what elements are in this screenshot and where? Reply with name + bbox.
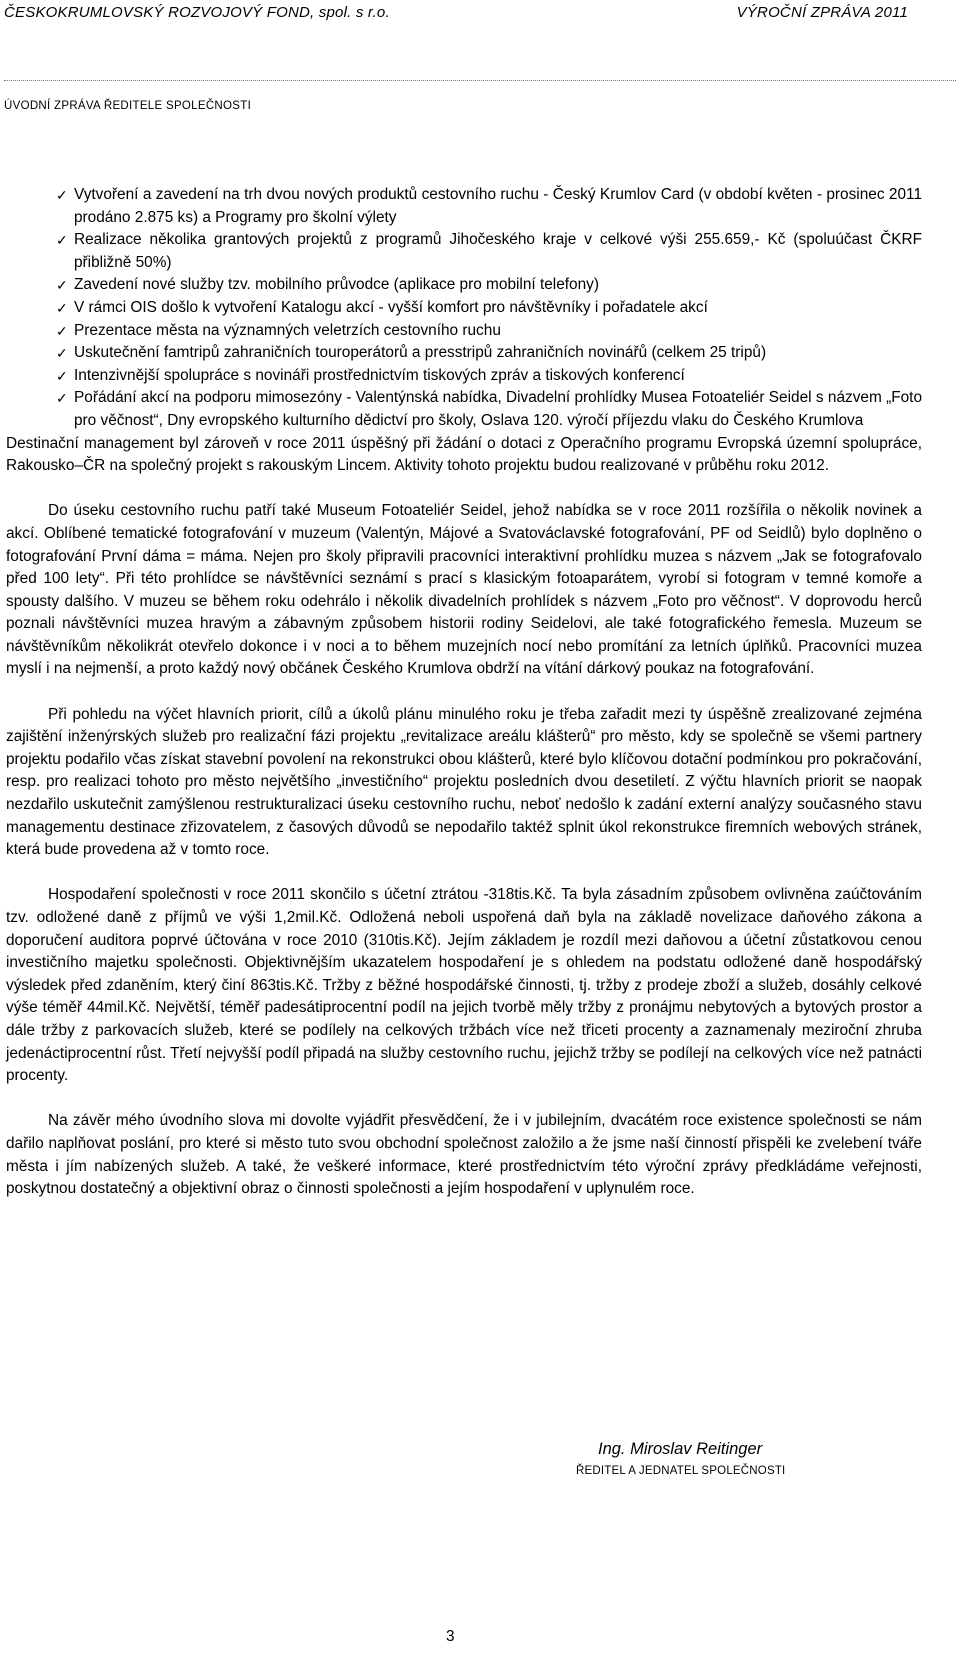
- header-company: ČESKOKRUMLOVSKÝ ROZVOJOVÝ FOND, spol. s r.o.: [4, 4, 390, 21]
- paragraph-museum: Do úseku cestovního ruchu patří také Museum Fotoateliér Seidel, jehož nabídka se v roce 2011 rozšířila o několik novinek a akcí. Oblíbené tematické fotografování v muzeum (Valentýn, Májové a Svatováclavské fotografování, PF od Seidlů) bylo doplněno o fotografování První dáma = máma. Nejen pro školy připravili pracovníci interaktivní prohlídku muzea s názvem „Jak se fotografovalo před 100 lety“. Při této prohlídce se návštěvníci seznámí s prací s klasickým fotoaparátem, vyrobí si fotogram v temné komoře a spousty dalšího. V muzeu se během roku odehrálo i několik divadelních prohlídek s názvem „Foto pro věčnost“. V doprovodu herců poznali návštěvníci muzea hravým a zábavným způsobem historii rodiny Seidelovi, ale také fotografického řemesla. Muzeum se návštěvníkům několikrát otevřelo dokonce i v noci a to během muzejních nocí nebo promítání za letních úplňků. Pracovníci muzea myslí i na nejmenší, a proto každý nový občánek Českého Krumlova obdrží na vítání dárkový poukaz na fotografování.: [6, 502, 922, 678]
- checkmark-icon: ✓: [56, 299, 68, 316]
- list-item: [6, 229, 922, 274]
- list-item-text: Realizace několika grantových projektů z programů Jihočeského kraje v celkové výši 255.659,- Kč (spoluúčast ČKRF přibližně 50%): [74, 231, 922, 271]
- checkmark-icon: ✓: [56, 277, 68, 294]
- paragraph-economy: Hospodaření společnosti v roce 2011 skončilo s účetní ztrátou -318tis.Kč. Ta byla zásadním způsobem ovlivněna zaúčtováním tzv. odložené daně z příjmů ve výši 1,2mil.Kč. Odložená neboli uspořená daň byla na základě novelizace daňového zákona a doporučení auditora poprvé účtována v roce 2010 (310tis.Kč). Jejím základem je rozdíl mezi daňovou a účetní zůstatkovou cenou investičního majetku společnosti. Objektivnějším ukazatelem hospodaření je s ohledem na podstatu odložené daně hospodářský výsledek před zdaněním, který činí 863tis.Kč. Tržby z běžné hospodářské činnosti, tj. tržby z prodeje zboží a služeb, dosáhly celkové výše téměř 44mil.Kč. Největší, téměř padesátiprocentní podíl na jejich tvorbě měly tržby z pronájmu nebytových a bytových prostor a dále tržby z parkovacích služeb, které se podílely na celkových tržbách více než třiceti procenty a zaznamenaly meziroční zhruba jedenáctiprocentní růst. Třetí nejvyšší podíl připadá na služby cestovního ruchu, jejichž tržby se podílejí na celkových více než patnácti procenty.: [6, 886, 922, 1085]
- list-item-text: Zavedení nové služby tzv. mobilního průvodce (aplikace pro mobilní telefony): [74, 276, 599, 294]
- page-number: 3: [446, 1628, 455, 1645]
- checkmark-icon: ✓: [56, 187, 68, 203]
- paragraph-priorities: Při pohledu na výčet hlavních priorit, cílů a úkolů plánu minulého roku je třeba zařadit mezi ty úspěšně zrealizované zejména zajištění inženýrských služeb pro realizační fázi projektu „revitalizace areálu klášterů“ pro město, kdy se společně se všemi partnery projektu podařilo včas získat stavební povolení na rekonstrukci obou klášterů, které bylo klíčovou dotační podmínkou pro pokračování, resp. pro realizaci tohoto pro město největšího „investičního“ projektu posledních dvou desetiletí. Z výčtu hlavních priorit se naopak nezdařilo uskutečnit zamýšlenou restrukturalizaci úseku cestovního ruchu, neboť nedošlo k zadání externí analýzy současného stavu managementu destinace zřizovatelem, z časových důvodů se nepodařilo taktéž splnit úkol rekonstrukce firemních webových stránek, která bude provedena až v tomto roce.: [6, 705, 922, 859]
- document-body: [6, 184, 922, 1201]
- paragraph-conclusion: Na závěr mého úvodního slova mi dovolte vyjádřit přesvědčení, že i v jubilejním, dvacátém roce existence společnosti se nám dařilo naplňovat poslání, pro které si město tuto svou obchodní společnost založilo a že jsme naší činností přispěli ke zvelebení tváře města i jím nabízených služeb. A také, že veškeré informace, které prostřednictvím této výroční zprávy předkládáme veřejnosti, poskytnou dostatečný a objektivní obraz o činnosti společnosti a jejím hospodaření v uplynulém roce.: [6, 1112, 922, 1198]
- checkmark-icon: ✓: [56, 367, 68, 384]
- header-report-title: VÝROČNÍ ZPRÁVA 2011: [736, 4, 908, 21]
- section-label: ÚVODNÍ ZPRÁVA ŘEDITELE SPOLEČNOSTI: [4, 100, 252, 112]
- signature-name: Ing. Miroslav Reitinger: [598, 1440, 763, 1458]
- paragraph-destination-management: Destinační management byl zároveň v roce 2011 úspěšný při žádání o dotaci z Operačního programu Evropská územní spolupráce, Rakousko–ČR na společný projekt s rakouským Lincem. Aktivity tohoto projektu budou realizované v průběhu roku 2012.: [6, 434, 922, 475]
- list-item: [6, 320, 922, 343]
- list-item-text: Pořádání akcí na podporu mimosezóny - Valentýnská nabídka, Divadelní prohlídky Musea Fotoateliér Seidel s názvem „Foto pro věčnost“, Dny evropského kulturního dědictví pro školy, Oslava 120. výročí příjezdu vlaku do Českého Krumlova: [74, 389, 922, 429]
- list-item: [6, 365, 922, 388]
- checkmark-icon: ✓: [56, 390, 68, 407]
- checkmark-icon: ✓: [56, 232, 68, 249]
- achievement-list: [6, 184, 922, 433]
- list-item-text: V rámci OIS došlo k vytvoření Katalogu akcí - vyšší komfort pro návštěvníky i pořadatele akcí: [74, 298, 708, 316]
- signature-title: ŘEDITEL A JEDNATEL SPOLEČNOSTI: [576, 1465, 786, 1477]
- checkmark-icon: ✓: [56, 322, 68, 339]
- list-item-text: Vytvoření a zavedení na trh dvou nových produktů cestovního ruchu - Český Krumlov Card (v období květen - prosinec 2011 prodáno 2.875 ks) a Programy pro školní výlety: [74, 186, 922, 226]
- list-item-text: Prezentace města na významných veletrzích cestovního ruchu: [74, 321, 501, 339]
- checkmark-icon: ✓: [56, 345, 68, 362]
- list-item-text: Intenzivnější spolupráce s novináři prostřednictvím tiskových zpráv a tiskových konferencí: [74, 366, 685, 384]
- list-item: [6, 342, 922, 365]
- list-item: [6, 387, 922, 432]
- list-item: [6, 184, 922, 229]
- list-item-text: Uskutečnění famtripů zahraničních touroperátorů a presstripů zahraničních novinářů (celkem 25 tripů): [74, 344, 767, 362]
- list-item: [6, 297, 922, 320]
- list-item: [6, 274, 922, 297]
- header-divider: [4, 80, 956, 81]
